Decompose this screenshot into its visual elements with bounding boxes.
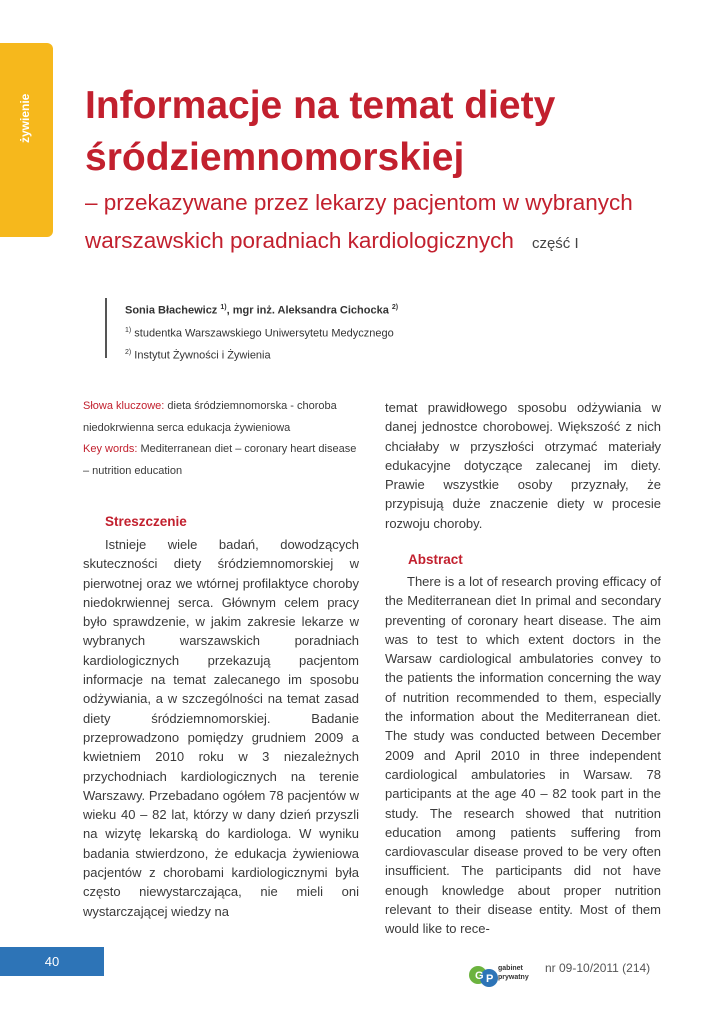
streszczenie-continuation (385, 398, 661, 533)
article-title: Informacje na temat diety śródziemnomorskiej (85, 84, 556, 179)
gabinet-prywatny-logo (468, 958, 532, 992)
keywords-pl: Słowa kluczowe: dieta śródziemnomorska - choroba niedokrwienna serca edukacja żywieniowa (83, 400, 337, 434)
logo-text-2: prywatny (498, 974, 529, 981)
subtitle-text: – przekazywane przez lekarzy pacjentom w wybranych warszawskich poradniach kardiologicznych (85, 190, 633, 253)
page-number: 40 (0, 947, 104, 976)
streszczenie-text: Istnieje wiele badań, dowodzących skuteczności diety śródziemnomorskiej w pierwotnej oraz we wtórnej profilaktyce choroby niedokrwiennej serca. Głównym celem pracy było sprawdzenie, w jakim zakresie lekarze w wybranych warszawskich poradniach kardiologicznych przekazują pacjentom informacje na temat zalecanego im sposobu odżywiania, a w szczególności na temat zasad diety śródziemnomorskiej. Badanie przeprowadzono pomiędzy grudniem 2009 a kwietniem 2010 roku w 3 niezależnych przychodniach kardiologicznych na terenie Warszawy. Przebadano ogółem 78 pacjentów w wieku 40 – 82 lat, którzy w dany dzień przyszli na wizytę lekarską do kardiologa. W wyniku badania stwierdzono, że edukacja żywieniowa pacjentów z chorobami kardiologicznymi była często niewystarczająca, nie mieli oni wystarczającej wiedzy na (83, 537, 359, 919)
author-2-sup: 2) (391, 304, 399, 311)
keywords-block (83, 396, 359, 482)
section-tab-label: żywienie (18, 93, 32, 143)
abstract-heading: Abstract (408, 552, 463, 567)
affiliation-1: $^{1)}$ studentka Warszawskiego Uniwersytetu Medycznego (125, 326, 394, 340)
svg-text:P: P (486, 973, 494, 985)
part-label: część I (531, 235, 579, 252)
streszczenie-continuation-text: temat prawidłowego sposobu odżywiania w danej jednostce chorobowej. Większość z nich chciałaby w przyszłości otrzymać materiały edukacyjne dotyczące zalecanej im diety. Prawie wszystkie osoby przyznały, że przypisują duże znaczenie diety w procesie rozwoju choroby. (385, 400, 661, 531)
author-1-sup: 1) (220, 304, 227, 311)
issue-label: nr 09-10/2011 (214) (545, 961, 651, 975)
author-names (125, 298, 398, 321)
authors-block (105, 298, 399, 362)
logo-text-1: gabinet (498, 965, 523, 972)
section-tab (0, 43, 53, 237)
author-2: mgr inż. Aleksandra Cichocka (232, 304, 389, 317)
streszczenie-heading: Streszczenie (105, 514, 187, 529)
abstract-body (385, 572, 661, 939)
abstract-text: There is a lot of research proving efficacy of the Mediterranean diet In primal and secondary preventing of coronary heart disease. The aim was to test to which extent doctors in the Warsaw cardiological ambulatories convey to the patients the information concerning the way of nutrition recommended to them, especially the information about the Mediterranean diet. The study was conducted between December 2009 and April 2010 in three independent cardiological ambulatories in Warsaw. 78 participants at the age 40 – 82 took part in the study. The research showed that nutrition education among patients suffering from cardiovascular disease proved to be very often insufficient. The participants did not have enough knowledge about proper nutrition relevant to their disease entity. Most of them would like to rece- (385, 574, 661, 937)
article-subtitle (85, 184, 685, 263)
svg-text:G: G (475, 970, 484, 982)
affiliation-2: $^{2)}$ Instytut Żywności i Żywienia (125, 349, 271, 362)
author-1: Sonia Błachewicz (125, 304, 218, 317)
streszczenie-body (83, 535, 359, 921)
author-separator: , (226, 304, 233, 317)
keywords-en: Key words: Mediterranean diet – coronary heart disease – nutrition education (83, 443, 357, 477)
